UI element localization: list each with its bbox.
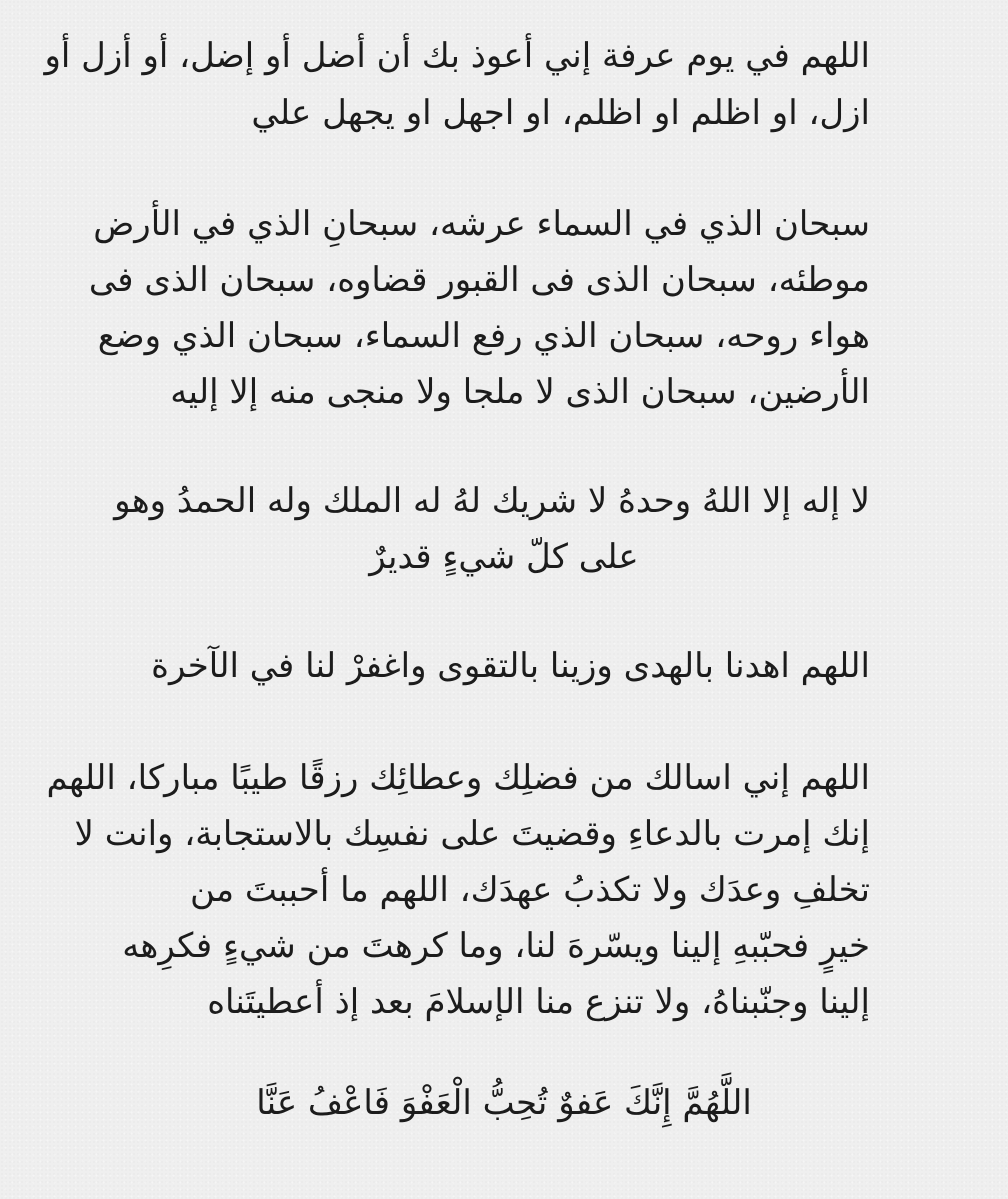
- text-line: الأرضين، سبحان الذى لا ملجا ولا منجى منه إلا إليه: [170, 372, 870, 412]
- text-line: تخلفِ وعدَك ولا تكذبُ عهدَك، اللهم ما أحببتَ من: [190, 870, 870, 910]
- text-line: إنك إمرت بالدعاءِ وقضيتَ على نفسِك بالاستجابة، وانت لا: [74, 814, 870, 854]
- text-line: خيرٍ فحبّبهِ إلينا ويسّرهَ لنا، وما كرهتَ من شيءٍ فكرِهه: [122, 926, 870, 966]
- text-line: لا إله إلا اللهُ وحدهُ لا شريك لهُ له الملك وله الحمدُ وهو: [114, 481, 870, 521]
- text-line: على كلّ شيءٍ قديرٌ: [369, 537, 639, 577]
- text-line: هواء روحه، سبحان الذي رفع السماء، سبحان الذي وضع: [97, 316, 870, 356]
- text-line: اللهم اهدنا بالهدى وزينا بالتقوى واغفرْ لنا في الآخرة: [151, 646, 870, 686]
- text-line: اللَّهُمَّ إِنَّكَ عَفوٌ تُحِبُّ الْعَفْوَ فَاعْفُ عَنَّا: [256, 1083, 752, 1123]
- text-line: ازل، او اظلم او اظلم، او اجهل او يجهل علي: [251, 93, 870, 133]
- text-line: سبحان الذي في السماء عرشه، سبحانِ الذي في الأرض: [93, 204, 870, 244]
- text-line: اللهم في يوم عرفة إني أعوذ بك أن أضل أو إضل، أو أزل أو: [44, 36, 870, 76]
- text-line: اللهم إني اسالك من فضلِك وعطائِك رزقًا طيبًا مباركا، اللهم: [46, 758, 870, 798]
- text-line: إلينا وجنّبناهُ، ولا تنزع منا الإسلامَ بعد إذ أعطيتَناه: [207, 982, 870, 1022]
- text-line: موطئه، سبحان الذى فى القبور قضاوه، سبحان الذى فى: [88, 260, 870, 300]
